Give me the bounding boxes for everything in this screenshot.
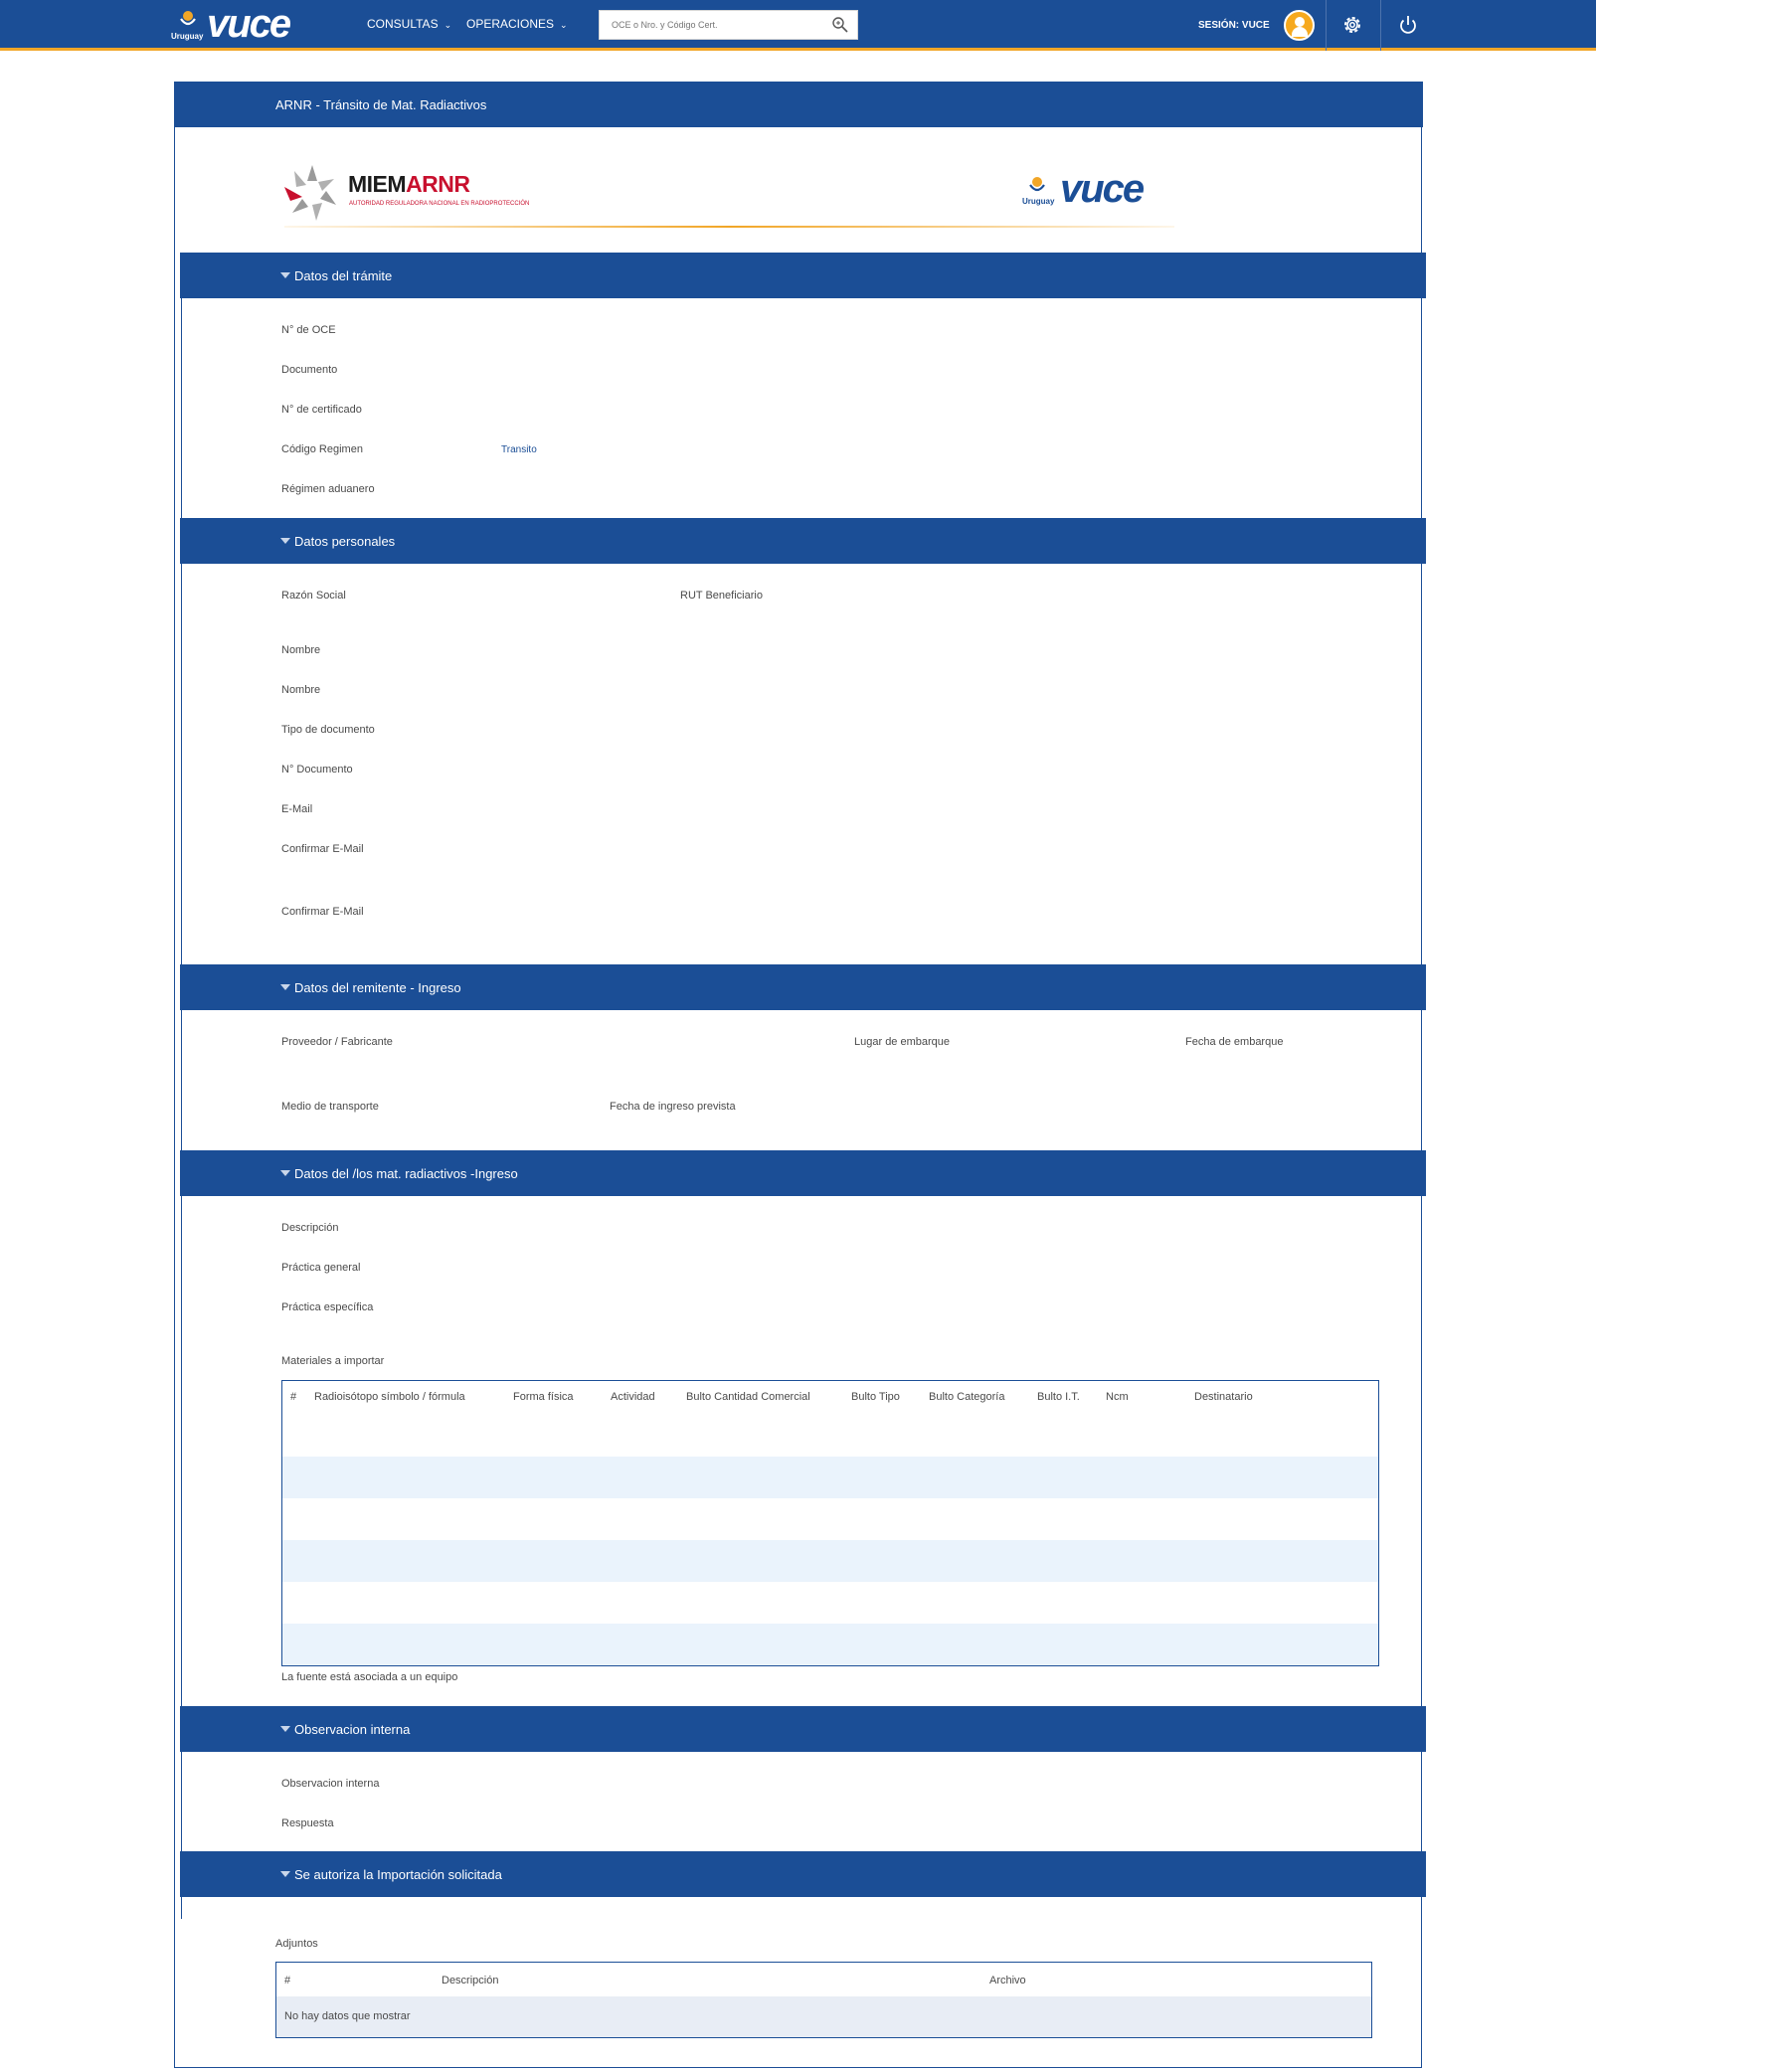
table-row[interactable] xyxy=(282,1624,1378,1665)
field-label-nombre-2: Nombre xyxy=(281,684,321,696)
brand-divider xyxy=(284,226,1174,228)
field-label-nombre: Nombre xyxy=(281,644,321,656)
caret-down-icon xyxy=(280,272,290,278)
attachments-table xyxy=(275,1962,1372,2038)
section-header-datos-remitente[interactable] xyxy=(180,964,1426,1010)
vuce-brand-logo xyxy=(1022,169,1171,219)
field-label-practica-general: Práctica general xyxy=(281,1262,361,1274)
field-label-email: E-Mail xyxy=(281,803,313,815)
field-value-codigo-regimen: Transito xyxy=(501,444,537,455)
brand-subtitle: AUTORIDAD REGULADORA NACIONAL EN RADIOPROTECCIÓN xyxy=(349,201,530,207)
field-label-fecha-ingreso: Fecha de ingreso prevista xyxy=(610,1101,736,1113)
section-header-datos-tramite[interactable] xyxy=(180,253,1426,298)
logo-country: Uruguay xyxy=(171,32,204,41)
field-label-rut: RUT Beneficiario xyxy=(680,590,763,602)
field-label-fecha-embarque: Fecha de embarque xyxy=(1185,1036,1284,1048)
session-label: SESIÓN: VUCE xyxy=(1198,20,1270,31)
toolbar-divider xyxy=(1326,0,1327,51)
menu-consultas[interactable] xyxy=(367,17,451,31)
field-label-lugar-embarque: Lugar de embarque xyxy=(854,1036,951,1048)
column-header-bulto-it[interactable]: Bulto I.T. xyxy=(1037,1391,1080,1403)
column-header-index: # xyxy=(284,1975,291,1986)
field-label-descripcion: Descripción xyxy=(281,1222,339,1234)
section-header-datos-materiales[interactable] xyxy=(180,1150,1426,1196)
column-header-bulto-tipo[interactable]: Bulto Tipo xyxy=(851,1391,900,1403)
section-title: Datos personales xyxy=(294,534,396,549)
caret-down-icon xyxy=(280,1871,290,1877)
toolbar-divider xyxy=(1380,0,1381,51)
column-header-bulto-cantidad[interactable]: Bulto Cantidad Comercial xyxy=(686,1391,810,1403)
gear-icon[interactable] xyxy=(1340,13,1364,37)
section-header-datos-personales[interactable] xyxy=(180,518,1426,564)
field-label-confirm-email: Confirmar E-Mail xyxy=(281,843,364,855)
chevron-down-icon: ⌄ xyxy=(560,20,568,30)
brand-miem: MIEM xyxy=(348,171,407,197)
miem-arnr-logo xyxy=(282,161,541,221)
field-label-practica-especifica: Práctica específica xyxy=(281,1301,374,1313)
menu-consultas-label: CONSULTAS xyxy=(367,17,439,31)
field-label-tipo-documento: Tipo de documento xyxy=(281,724,375,736)
column-header-actividad[interactable]: Actividad xyxy=(611,1391,655,1403)
caret-down-icon xyxy=(280,538,290,544)
column-header-destinatario[interactable]: Destinatario xyxy=(1194,1391,1253,1403)
user-avatar[interactable] xyxy=(1284,10,1315,41)
field-label-medio-transporte: Medio de transporte xyxy=(281,1101,379,1113)
chevron-down-icon: ⌄ xyxy=(444,20,452,30)
field-label-certificado: N° de certificado xyxy=(281,404,362,416)
table-row[interactable] xyxy=(282,1540,1378,1582)
search-icon[interactable] xyxy=(831,16,849,34)
form-title: ARNR - Tránsito de Mat. Radiactivos xyxy=(175,82,1423,127)
field-label-observacion: Observacion interna xyxy=(281,1778,380,1790)
field-label-respuesta: Respuesta xyxy=(281,1817,334,1829)
column-header-bulto-categoria[interactable]: Bulto Categoría xyxy=(929,1391,1005,1403)
field-label-confirm-email-2: Confirmar E-Mail xyxy=(281,906,364,918)
menu-operaciones[interactable] xyxy=(466,17,568,31)
field-label-materiales: Materiales a importar xyxy=(281,1355,385,1367)
column-header-index: # xyxy=(290,1391,297,1403)
top-navigation-bar xyxy=(0,0,1596,51)
field-label-oce: N° de OCE xyxy=(281,324,336,336)
field-label-documento: Documento xyxy=(281,364,338,376)
section-header-observacion[interactable] xyxy=(180,1706,1426,1752)
column-header-descripcion[interactable]: Descripción xyxy=(442,1975,499,1986)
caret-down-icon xyxy=(280,984,290,990)
field-label-codigo-regimen: Código Regimen xyxy=(281,443,363,455)
power-icon[interactable] xyxy=(1396,13,1420,37)
section-title: Se autoriza la Importación solicitada xyxy=(294,1867,502,1882)
section-title: Observacion interna xyxy=(294,1722,411,1737)
footnote-fuente-equipo: La fuente está asociada a un equipo xyxy=(281,1671,458,1683)
column-header-forma-fisica[interactable]: Forma física xyxy=(513,1391,574,1403)
materials-table xyxy=(281,1380,1379,1666)
section-header-autoriza[interactable] xyxy=(180,1851,1426,1897)
search-input[interactable] xyxy=(600,11,818,39)
logo-word: vuce xyxy=(207,2,290,46)
section-title: Datos del remitente - Ingreso xyxy=(294,980,461,995)
search-box xyxy=(599,10,858,40)
column-header-archivo[interactable]: Archivo xyxy=(989,1975,1026,1986)
vuce-logo[interactable] xyxy=(171,2,320,46)
column-header-radioisotopo[interactable]: Radioisótopo símbolo / fórmula xyxy=(314,1391,465,1403)
uruguay-sun-icon xyxy=(1028,175,1046,195)
section-title: Datos del trámite xyxy=(294,268,393,283)
column-header-ncm[interactable]: Ncm xyxy=(1106,1391,1129,1403)
brand-country: Uruguay xyxy=(1022,197,1055,206)
field-label-razon-social: Razón Social xyxy=(281,590,346,602)
table-row[interactable] xyxy=(282,1457,1378,1498)
empty-table-message: No hay datos que mostrar xyxy=(276,1996,1371,2037)
brand-word: vuce xyxy=(1060,167,1144,211)
miem-flower-icon xyxy=(282,163,342,223)
adjuntos-label: Adjuntos xyxy=(275,1938,318,1950)
brand-arnr: ARNR xyxy=(406,171,470,197)
section-title: Datos del /los mat. radiactivos -Ingreso xyxy=(294,1166,518,1181)
menu-operaciones-label: OPERACIONES xyxy=(466,17,555,31)
caret-down-icon xyxy=(280,1170,290,1176)
form-panel xyxy=(174,82,1422,2068)
field-label-nro-documento: N° Documento xyxy=(281,764,353,776)
field-label-proveedor: Proveedor / Fabricante xyxy=(281,1036,393,1048)
uruguay-sun-icon xyxy=(179,9,197,29)
field-label-regimen-aduanero: Régimen aduanero xyxy=(281,483,375,495)
caret-down-icon xyxy=(280,1726,290,1732)
